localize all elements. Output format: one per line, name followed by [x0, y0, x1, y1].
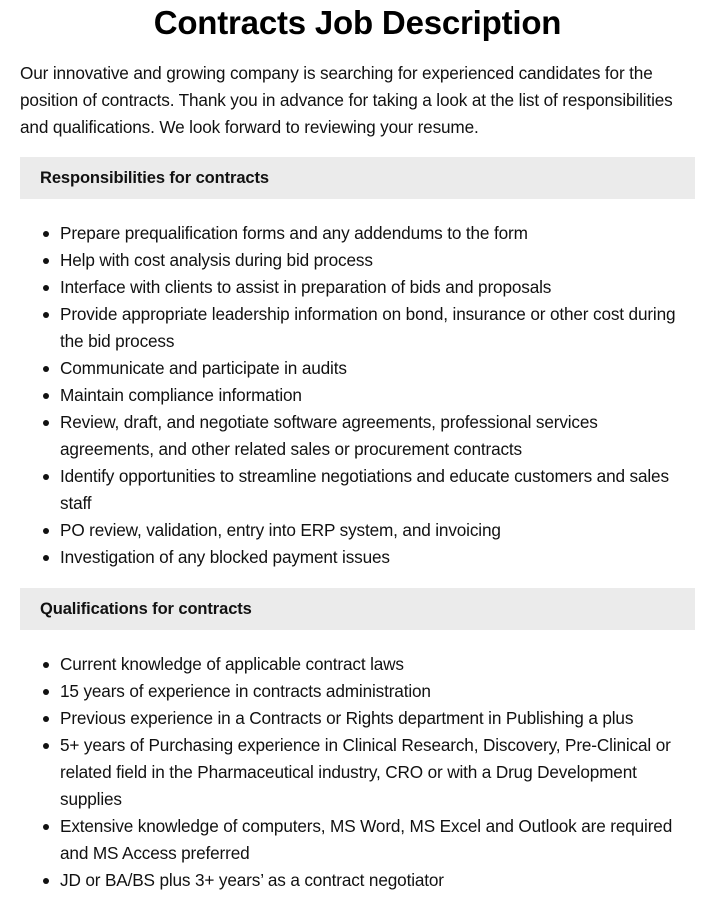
qualifications-section — [20, 588, 695, 894]
bullet-icon — [43, 474, 49, 480]
list-item — [20, 220, 695, 247]
list-item-text: JD or BA/BS plus 3+ years’ as a contract negotiator — [60, 870, 444, 890]
list-item-text: Communicate and participate in audits — [60, 358, 347, 378]
bullet-icon — [43, 285, 49, 291]
list-item-text: Identify opportunities to streamline negotiations and educate customers and sales staff — [60, 466, 669, 513]
list-item-text: Provide appropriate leadership information on bond, insurance or other cost during the bid process — [60, 304, 676, 351]
bullet-icon — [43, 258, 49, 264]
bullet-icon — [43, 312, 49, 318]
qualifications-list — [20, 651, 695, 894]
bullet-icon — [43, 420, 49, 426]
list-item — [20, 678, 695, 705]
list-item-text: Prepare prequalification forms and any addendums to the form — [60, 223, 528, 243]
qualifications-heading: Qualifications for contracts — [20, 588, 695, 630]
list-item — [20, 247, 695, 274]
bullet-icon — [43, 824, 49, 830]
bullet-icon — [43, 716, 49, 722]
list-item-text: Extensive knowledge of computers, MS Word, MS Excel and Outlook are required and MS Access preferred — [60, 816, 673, 863]
responsibilities-section — [20, 157, 695, 571]
list-item — [20, 651, 695, 678]
responsibilities-list — [20, 220, 695, 571]
list-item — [20, 705, 695, 732]
list-item — [20, 867, 695, 894]
page-title: Contracts Job Description — [153, 4, 562, 41]
list-item-text: Maintain compliance information — [60, 385, 302, 405]
responsibilities-heading: Responsibilities for contracts — [20, 157, 695, 199]
list-item — [20, 732, 695, 813]
list-item — [20, 301, 695, 355]
list-item-text: Current knowledge of applicable contract laws — [60, 654, 404, 674]
list-item — [20, 544, 695, 571]
list-item — [20, 813, 695, 867]
list-item-text: Previous experience in a Contracts or Rights department in Publishing a plus — [60, 708, 634, 728]
bullet-icon — [43, 555, 49, 561]
bullet-icon — [43, 743, 49, 749]
list-item-text: Investigation of any blocked payment issues — [60, 547, 390, 567]
list-item-text: PO review, validation, entry into ERP system, and invoicing — [60, 520, 501, 540]
list-item — [20, 382, 695, 409]
list-item-text: Help with cost analysis during bid process — [60, 250, 373, 270]
list-item-text: Interface with clients to assist in preparation of bids and proposals — [60, 277, 552, 297]
bullet-icon — [43, 366, 49, 372]
bullet-icon — [43, 878, 49, 884]
list-item — [20, 463, 695, 517]
list-item-text: 15 years of experience in contracts administration — [60, 681, 431, 701]
list-item — [20, 409, 695, 463]
list-item-text: 5+ years of Purchasing experience in Clinical Research, Discovery, Pre-Clinical or related field in the Pharmaceutical industry, CRO or with a Drug Development supplies — [60, 735, 671, 809]
bullet-icon — [43, 231, 49, 237]
bullet-icon — [43, 528, 49, 534]
bullet-icon — [43, 689, 49, 695]
list-item — [20, 517, 695, 544]
bullet-icon — [43, 393, 49, 399]
bullet-icon — [43, 662, 49, 668]
list-item — [20, 355, 695, 382]
list-item-text: Review, draft, and negotiate software agreements, professional services agreements, and other related sales or procurement contracts — [60, 412, 598, 459]
list-item — [20, 274, 695, 301]
intro-paragraph: Our innovative and growing company is searching for experienced candidates for the position of contracts. Thank you in advance for taking a look at the list of responsibilities and qualifications. We look forward to reviewing your resume. — [20, 63, 673, 137]
